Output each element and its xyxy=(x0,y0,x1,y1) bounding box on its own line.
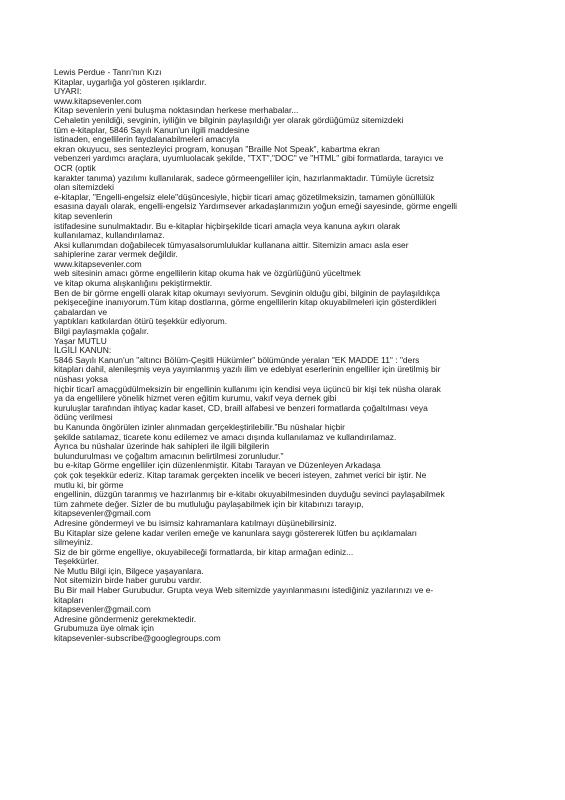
text-line: bu e-kitap Görme engelliler için düzenlenmiştir. Kitabı Tarayan ve Düzenleyen Arkadaşa xyxy=(54,460,381,471)
text-line: Kitap sevenlerin yeni buluşma noktasından herkese merhabalar... xyxy=(54,105,299,116)
text-line: Ayrıca bu nüshalar üzerinde hak sahipleri ile ilgili bilgilerin xyxy=(54,441,270,452)
document-body xyxy=(54,68,524,644)
text-line: engellinin, düzgün taranmış ve hazırlanmış bir e-kitabı okuyabilmesinden duyduğu sevinci paylaşabilmek xyxy=(54,489,445,500)
text-line: Bu Kitaplar size gelene kadar verilen emeğe ve kanunlara saygı göstererek lütfen bu açıklamaları xyxy=(54,527,418,538)
text-line: Teşekkürler. xyxy=(54,556,100,567)
text-line: istifadesine sunulmaktadır. Bu e-kitaplar hiçbirşekilde ticari amaçla veya kanuna aykırı olarak xyxy=(54,220,401,231)
text-line: pekişeceğine inanıyorum.Tüm kitap dostlarına, görme engellilerin kitap okuyabilmeleri için gösterdikleri xyxy=(54,297,437,308)
text-line: bulundurulması ve çoğaltım amacının belirtilmesi zorunludur." xyxy=(54,450,284,461)
text-line: ekran okuyucu, ses sentezleyici program, konuşan "Braille Not Speak", kabartma ekran xyxy=(54,143,380,154)
text-line: ya da engellilere yönelik hizmet veren eğitim kurumu, vakıf veya dernek gibi xyxy=(54,393,337,404)
text-line: kitap sevenlerin xyxy=(54,210,113,221)
text-line: www.kitapsevenler.com xyxy=(54,258,142,269)
text-line: mutlu ki, bir görme xyxy=(54,479,124,490)
text-line: Bilgi paylaşmakla çoğalır. xyxy=(54,326,149,337)
text-line: Ne Mutlu Bilgi için, Bilgece yaşayanlara. xyxy=(54,565,204,576)
text-line: Kitaplar, uygarlığa yol gösteren ışıklardır. xyxy=(54,76,207,87)
text-line: web sitesinin amacı görme engellilerin kitap okuma hak ve özgürlüğünü yüceltmek xyxy=(54,268,361,279)
text-line: Yaşar MUTLU xyxy=(54,335,107,346)
text-line: Adresine göndermeniz gerekmektedir. xyxy=(54,613,197,624)
text-line: şekilde satılamaz, ticarete konu edilemez ve amacı dışında kullanılamaz ve kullandırılamaz. xyxy=(54,431,397,442)
text-line: UYARI: xyxy=(54,86,82,97)
text-line: Cehaletin yenildiği, sevginin, iyiliğin ve bilginin paylaşıldığı yer olarak gördüğümüz sitemizdeki xyxy=(54,114,404,125)
text-line: Lewis Perdue - Tanrı'nın Kızı xyxy=(54,67,162,77)
text-line: Grubumuza üye olmak için xyxy=(54,623,154,634)
text-line: kitapları dahil, alenileşmiş veya yayımlanmış yazılı ilim ve edebiyat eserlerinin engelliler için üretilmiş bir xyxy=(54,364,441,375)
text-line: bu Kanunda öngörülen izinler alınmadan gerçekleştirilebilir."Bu nüshalar hiçbir xyxy=(54,421,345,432)
text-line: 5846 Sayılı Kanun'un "altıncı Bölüm-Çeşitli Hükümler" bölümünde yeralan "EK MADDE 11" : "ders xyxy=(54,354,420,365)
text-line: olan sitemizdeki xyxy=(54,182,115,193)
text-line: kullanılamaz, kullandırılamaz. xyxy=(54,230,165,241)
text-line: e-kitaplar, "Engelli-engelsiz elele"düşüncesiyle, hiçbir ticari amaç gözetilmeksizin, tamamen gönüllülük xyxy=(54,191,435,202)
text-line: Adresine göndermeyi ve bu isimsiz kahramanlara katılmayı düşünebilirsiniz. xyxy=(54,517,337,528)
text-line: Aksi kullanımdan doğabilecek tümyasalsorumluluklar kullanana aittir. Sitemizin amacı asla eser xyxy=(54,239,409,250)
text-line: Not sitemizin birde haber gurubu vardır. xyxy=(54,575,202,586)
text-line: vebenzeri yardımcı araçlara, uyumluolacak şekilde, "TXT","DOC" ve "HTML" gibi formatlarda, tarayıcı ve xyxy=(54,153,444,164)
text-line: silmeyiniz. xyxy=(54,537,93,548)
text-line: www.kitapsevenler.com xyxy=(54,95,142,106)
text-line: çabalardan ve xyxy=(54,306,108,317)
text-line: tüm zahmete değer. Sizler de bu mutluluğu paylaşabilmek için bir kitabınızı tarayıp, xyxy=(54,498,364,509)
text-line: sahiplerine zarar vermek değildir. xyxy=(54,249,178,260)
text-line: istinaden, engellilerin faydalanabilmeleri amacıyla xyxy=(54,134,240,145)
text-line: Bu Bir mail Haber Gurubudur. Grupta veya Web sitemizde yayınlanmasını istediğiniz yazılarınızı ve e- xyxy=(54,585,434,596)
text-line: kuruluşlar tarafından ihtiyaç kadar kaset, CD, braill alfabesi ve benzeri formatlarda çoğaltılması veya xyxy=(54,402,428,413)
text-line: hiçbir ticarî amaçgüdülmeksizin bir engellinin kullanımı için kendisi veya üçüncü bir kişi tek nüsha olarak xyxy=(54,383,441,394)
text-line: esasına dayalı olarak, engelli-engelsiz Yardımsever arkadaşlarımızın yoğun emeği sayesinde, görme engelli xyxy=(54,201,458,212)
text-line: İLGİLİ KANUN: xyxy=(54,345,112,356)
text-line: karakter tanıma) yazılımı kullanılarak, sadece görmeengelliler için, hazırlanmaktadır. Tümüyle ücretsiz xyxy=(54,172,435,183)
text-line: Siz de bir görme engelliye, okuyabileceği formatlarda, bir kitap armağan ediniz... xyxy=(54,546,354,557)
text-line: Ben de bir görme engelli olarak kitap okumayı seviyorum. Sevginin olduğu gibi, bilginin de paylaşıldıkça xyxy=(54,287,440,298)
text-line: çok çok teşekkür ederiz. Kitap taramak gerçekten incelik ve beceri isteyen, zahmet verici bir iştir. Ne xyxy=(54,469,427,480)
text-line: kitapları xyxy=(54,594,84,605)
text-line: yaptıkları katkılardan ötürü teşekkür ediyorum. xyxy=(54,316,228,327)
text-line: ve kitap okuma alışkanlığını pekiştirmektir. xyxy=(54,278,213,289)
text-line: nüshası yoksa xyxy=(54,374,108,384)
text-line: ödünç verilmesi xyxy=(54,412,113,423)
text-line: OCR (optik xyxy=(54,162,96,173)
text-line: kitapsevenler@gmail.com xyxy=(54,604,151,615)
text-line: kitapsevenler@gmail.com xyxy=(54,508,151,519)
text-line: kitapsevenler-subscribe@googlegroups.com xyxy=(54,633,221,644)
text-line: tüm e-kitaplar, 5846 Sayılı Kanun'un ilgili maddesine xyxy=(54,124,250,135)
